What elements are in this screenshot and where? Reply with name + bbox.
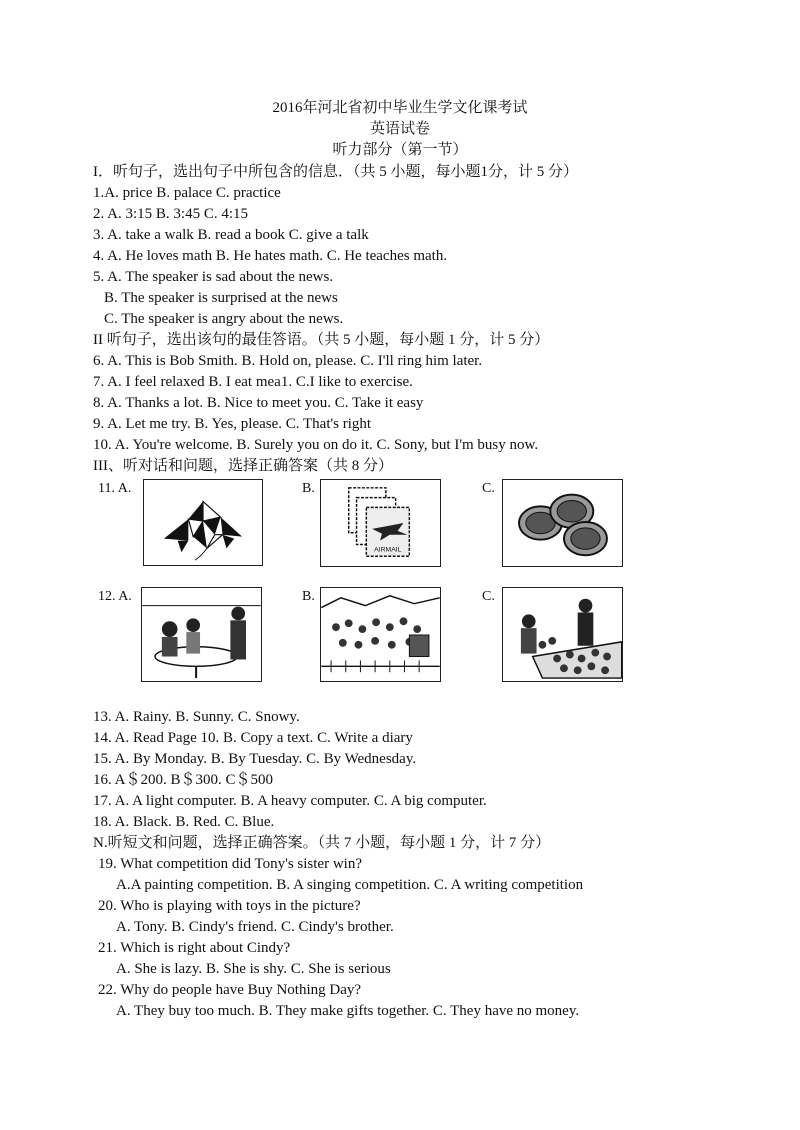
question-13: 13. A. Rainy. B. Sunny. C. Snowy.: [93, 709, 300, 725]
exam-subtitle: 英语试卷: [369, 121, 430, 137]
section3-heading: III、听对话和问题，选择正确答案（共 8 分）: [93, 458, 393, 474]
kite-picture: [143, 479, 263, 566]
kite-icon: [144, 480, 262, 565]
q12-label-c: C.: [482, 589, 495, 604]
question-17: 17. A. A light computer. B. A heavy computer. C. A big computer.: [93, 793, 487, 809]
question-20: 20. Who is playing with toys in the picture?: [98, 898, 361, 914]
stamps-picture: [320, 479, 441, 567]
question-20-options: A. Tony. B. Cindy's friend. C. Cindy's brother.: [116, 919, 394, 935]
q12-label-b: B.: [302, 589, 315, 604]
question-8: 8. A. Thanks a lot. B. Nice to meet you. C. Take it easy: [93, 395, 424, 411]
dining-table-icon: [142, 588, 261, 681]
part-heading: 听力部分（第一节）: [332, 142, 468, 158]
q11-label-b: B.: [302, 481, 315, 496]
question-5-option-c: C. The speaker is angry about the news.: [104, 311, 344, 327]
coin-icon: [503, 480, 622, 566]
question-22: 22. Why do people have Buy Nothing Day?: [98, 982, 362, 998]
question-3: 3. A. take a walk B. read a book C. give a talk: [93, 227, 369, 243]
question-2: 2. A. 3:15 B. 3:45 C. 4:15: [93, 206, 249, 222]
market-picture: [502, 587, 623, 682]
question-21-options: A. She is lazy. B. She is shy. C. She is serious: [116, 961, 391, 977]
question-16: 16. A＄200. B＄300. C＄500: [93, 772, 274, 788]
exam-title: 2016年河北省初中毕业生学文化课考试: [272, 100, 528, 116]
question-5-option-b: B. The speaker is surprised at the news: [104, 290, 338, 306]
section4-heading: N.听短文和问题，选择正确答案。（共 7 小题，每小题 1 分，计 7 分）: [93, 835, 551, 851]
question-21: 21. Which is right about Cindy?: [98, 940, 291, 956]
q11-label-c: C.: [482, 481, 495, 496]
question-15: 15. A. By Monday. B. By Tuesday. C. By Wednesday.: [93, 751, 417, 767]
question-7: 7. A. I feel relaxed B. I eat mea1. C.I like to exercise.: [93, 374, 413, 390]
q11-label-a: 11. A.: [98, 481, 132, 496]
question-19: 19. What competition did Tony's sister win?: [98, 856, 362, 872]
question-1: 1.A. price B. palace C. practice: [93, 185, 281, 201]
question-10: 10. A. You're welcome. B. Surely you on do it. C. Sony, but I'm busy now.: [93, 437, 539, 453]
question-5-option-a: 5. A. The speaker is sad about the news.: [93, 269, 334, 285]
question-19-options: A.A painting competition. B. A singing competition. C. A writing competition: [116, 877, 584, 893]
question-14: 14. A. Read Page 10. B. Copy a text. C. Write a diary: [93, 730, 413, 746]
crowd-picture: [320, 587, 441, 682]
crowd-icon: [321, 588, 440, 681]
coins-picture: [502, 479, 623, 567]
question-4: 4. A. He loves math B. He hates math. C. He teaches math.: [93, 248, 448, 264]
stamp-icon: [321, 480, 440, 566]
question-9: 9. A. Let me try. B. Yes, please. C. That's right: [93, 416, 372, 432]
svg-text:AIRMAIL: AIRMAIL: [374, 546, 402, 554]
question-22-options: A. They buy too much. B. They make gifts together. C. They have no money.: [116, 1003, 580, 1019]
section2-heading: II 听句子，选出该句的最佳答语。（共 5 小题，每小题 1 分，计 5 分）: [93, 332, 550, 348]
section1-heading: I．听句子，选出句子中所包含的信息．（共 5 小题，每小题1分，计 5 分）: [93, 164, 578, 180]
market-stall-icon: [503, 588, 622, 681]
restaurant-picture: [141, 587, 262, 682]
question-6: 6. A. This is Bob Smith. B. Hold on, please. C. I'll ring him later.: [93, 353, 483, 369]
question-18: 18. A. Black. B. Red. C. Blue.: [93, 814, 275, 830]
q12-label-a: 12. A.: [98, 589, 132, 604]
